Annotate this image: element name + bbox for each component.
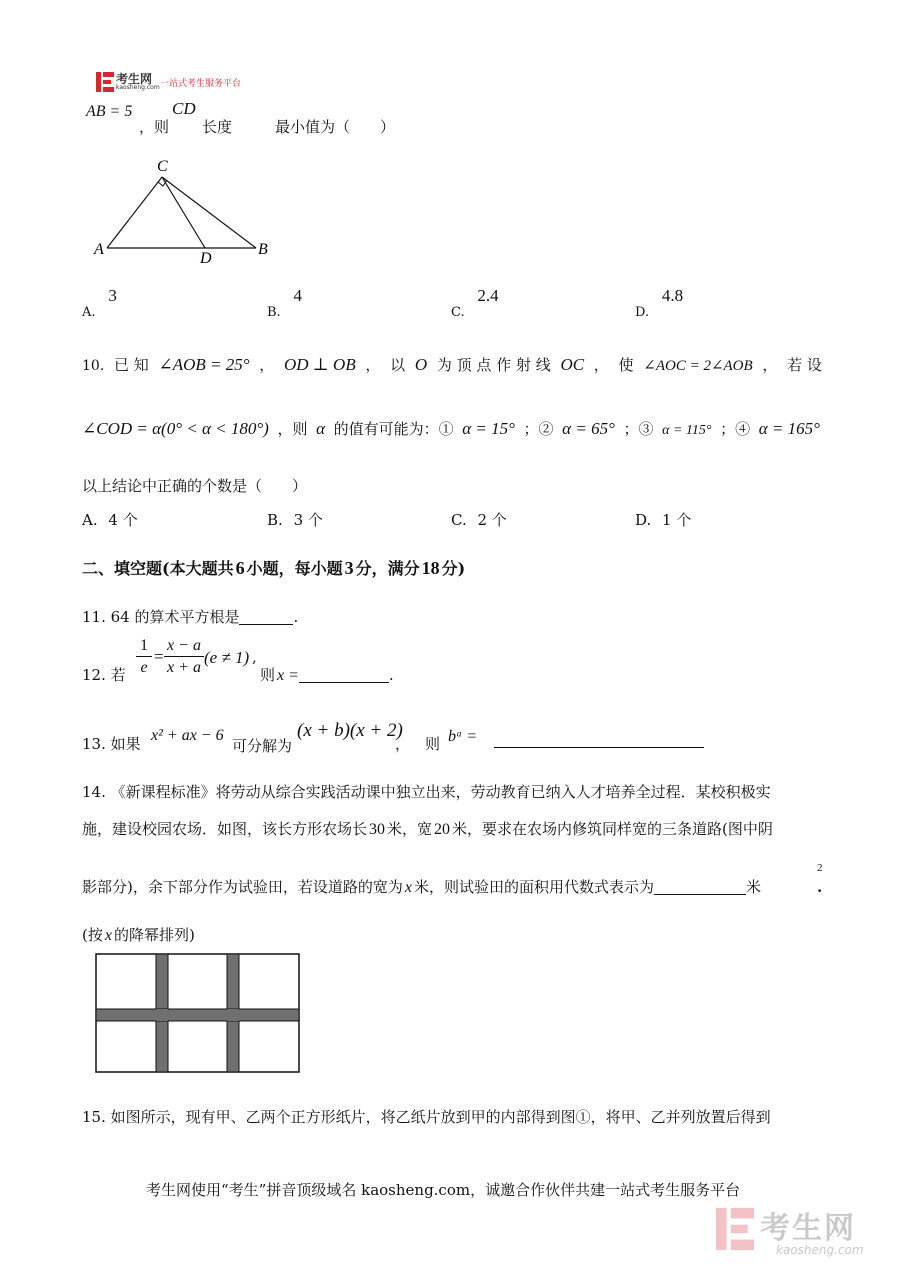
q10-l1-t5: 以 bbox=[390, 356, 406, 374]
q10-l2-m2: α bbox=[316, 419, 325, 438]
q14-width: 20 bbox=[434, 821, 451, 838]
q11 bbox=[82, 606, 298, 627]
q9-triangle-figure bbox=[90, 155, 280, 270]
q10-l1-t7: 为 顶 点 作 射 线 bbox=[436, 356, 551, 374]
q10-l1-m1: ∠AOB = 25° bbox=[158, 355, 250, 374]
q10-l1-m11: ∠AOC = 2∠AOB bbox=[643, 358, 753, 374]
footer-watermark bbox=[716, 1203, 876, 1259]
label-c: C bbox=[157, 158, 168, 175]
segment-cd bbox=[162, 177, 205, 248]
logo-text: 考生网 bbox=[116, 72, 153, 86]
section2-heading bbox=[82, 556, 465, 579]
q13-expr: bᵃ = bbox=[448, 728, 478, 745]
logo-tagline: 一站式考生服务平台 bbox=[160, 79, 242, 89]
section2-n2: 3 bbox=[344, 558, 354, 578]
q9-ze: ，则 bbox=[139, 118, 170, 136]
q13-poly: x² + ax − 6 bbox=[151, 727, 224, 744]
q12-frac1-num: 1 bbox=[136, 636, 152, 657]
road-horizontal bbox=[96, 1009, 299, 1021]
q13-factors: (x + b)(x + 2) bbox=[297, 720, 403, 741]
q12-comma: , bbox=[252, 648, 257, 666]
section2-title-d: 分) bbox=[441, 559, 466, 578]
q13-prefix: 13. 如果 bbox=[82, 735, 141, 753]
q10-option-d-label: D. bbox=[635, 511, 652, 529]
q11-text: 11. 64 的算术平方根是 bbox=[82, 608, 240, 626]
q10-option-d-value: 1 个 bbox=[662, 511, 692, 529]
road-junction-left bbox=[156, 1009, 168, 1021]
q13-then: 则 bbox=[425, 735, 441, 753]
q10-l1-t10: 使 bbox=[618, 356, 634, 374]
q10-l1-t12: ， bbox=[762, 356, 778, 374]
q9-min: 最小值为（ ） bbox=[275, 118, 396, 136]
q14-unit: 米 bbox=[745, 878, 761, 896]
q9-option-c-label: C. bbox=[451, 305, 465, 320]
q12-prefix: 12. 若 bbox=[82, 666, 126, 684]
q12-end: . bbox=[388, 666, 394, 684]
q14-length: 30 bbox=[369, 821, 386, 838]
q14-line3-b: 米，则试验田的面积用代数式表示为 bbox=[413, 878, 654, 896]
q10-line1 bbox=[82, 354, 822, 375]
q14-line2-b: 米，宽 bbox=[387, 820, 433, 838]
q9-option-d-label: D. bbox=[635, 305, 650, 320]
q10-l1-t0: 已 知 bbox=[113, 356, 149, 374]
q9-option-b-value: 4 bbox=[293, 286, 302, 305]
label-a: A bbox=[94, 241, 104, 258]
q10-l2-m4: α = 15° bbox=[462, 419, 515, 438]
q10-l2-m8: α = 115° bbox=[662, 423, 712, 438]
q10-option-b bbox=[267, 509, 323, 530]
q12-eq: = bbox=[154, 647, 164, 666]
q10-line3: 以上结论中正确的个数是（ ） bbox=[82, 477, 308, 495]
q10-l1-m3: OD ⊥ OB bbox=[284, 355, 356, 374]
watermark-sub: kaosheng.com bbox=[776, 1243, 864, 1257]
q12-frac1-den: e bbox=[140, 659, 148, 676]
q10-l1-t4: ， bbox=[365, 356, 381, 374]
q14-line4-b: 的降幂排列) bbox=[113, 926, 195, 944]
q11-answer-blank[interactable] bbox=[239, 610, 293, 625]
q12-frac2-den: x + a bbox=[167, 659, 201, 676]
q12-frac1 bbox=[136, 636, 152, 679]
q10-l1-m8: OC bbox=[560, 355, 585, 374]
road-junction-right bbox=[227, 1009, 239, 1021]
q10-l1-m6: O bbox=[414, 355, 428, 374]
q14-line3-a: 影部分)，余下部分作为试验田，若设道路的宽为 bbox=[82, 878, 403, 896]
section2-n1: 6 bbox=[235, 558, 245, 578]
q14-answer-blank[interactable] bbox=[654, 880, 746, 895]
q10-option-b-label: B. bbox=[267, 511, 283, 529]
kaosheng-logo-icon bbox=[96, 72, 114, 92]
q12-frac2 bbox=[164, 636, 204, 679]
q9-option-c-value: 2.4 bbox=[477, 286, 499, 305]
section2-title-b: 小题，每小题 bbox=[246, 559, 343, 578]
q14-line4 bbox=[82, 924, 195, 945]
q14-line2-a: 施，建设校园农场．如图，该长方形农场长 bbox=[82, 820, 368, 838]
q10-option-c-label: C. bbox=[451, 511, 467, 529]
q14-sup: 2 bbox=[817, 862, 823, 874]
side-ca bbox=[107, 177, 162, 248]
section2-title-a: 二、填空题(本大题共 bbox=[82, 559, 234, 578]
q10-option-a-value: 4 个 bbox=[108, 511, 138, 529]
q12-then: 则 bbox=[260, 666, 276, 684]
q10-l1-t13: 若 设 bbox=[787, 356, 822, 374]
q10-line2 bbox=[82, 418, 820, 439]
q9-option-c bbox=[451, 286, 499, 320]
q12-frac2-num: x − a bbox=[164, 636, 204, 657]
q10-l2-t3: 的值有可能为：① bbox=[333, 420, 454, 438]
q14-line4-a: (按 bbox=[82, 926, 103, 944]
q10-option-c bbox=[451, 509, 507, 530]
q12-answer-blank[interactable] bbox=[299, 668, 389, 683]
q9-ab: AB = 5 bbox=[86, 103, 133, 120]
q10-option-a bbox=[82, 509, 138, 530]
q10-l2-t1: ，则 bbox=[277, 420, 308, 438]
logo-sub: kaosheng.com bbox=[116, 84, 160, 91]
q10-l2-t5: ；② bbox=[523, 420, 554, 438]
watermark-text: 考生网 bbox=[760, 1211, 856, 1246]
q9-option-a-label: A. bbox=[82, 305, 96, 320]
q10-l2-t7: ；③ bbox=[623, 420, 654, 438]
q10-l1-t2: ， bbox=[259, 356, 275, 374]
q9-option-b-label: B. bbox=[267, 305, 281, 320]
q10-l2-m10: α = 165° bbox=[758, 419, 820, 438]
q9-option-a bbox=[82, 286, 117, 320]
q10-num: 10. bbox=[82, 358, 105, 374]
q9-option-d bbox=[635, 286, 684, 320]
q14-line2-c: 米，要求在农场内修筑同样宽的三条道路(图中阴 bbox=[452, 820, 773, 838]
label-b: B bbox=[258, 241, 268, 258]
q10-option-b-value: 3 个 bbox=[293, 511, 323, 529]
q9-tail-line bbox=[86, 102, 132, 121]
side-cb bbox=[162, 177, 256, 248]
q12-tail bbox=[260, 664, 394, 685]
q10-l2-t9: ；④ bbox=[720, 420, 751, 438]
q10-option-c-value: 2 个 bbox=[477, 511, 507, 529]
q10-l2-m6: α = 65° bbox=[562, 419, 615, 438]
q9-option-d-value: 4.8 bbox=[661, 286, 684, 305]
q14-line3 bbox=[82, 876, 761, 897]
q15-line1: 15. 如图所示，现有甲、乙两个正方形纸片，将乙纸片放到甲的内部得到图①，将甲、乙并列放置后得到 bbox=[82, 1108, 771, 1126]
label-d: D bbox=[200, 250, 212, 267]
q9-option-b bbox=[267, 286, 302, 320]
q12-x-eq: x = bbox=[277, 667, 299, 684]
watermark-logo-icon bbox=[716, 1205, 754, 1253]
section2-title-c: 分，满分 bbox=[355, 559, 420, 578]
q14-var: x bbox=[404, 879, 412, 896]
q10-option-a-label: A. bbox=[82, 511, 98, 529]
q10-option-d bbox=[635, 509, 691, 530]
q14-dot: . bbox=[817, 878, 823, 896]
section2-n3: 18 bbox=[421, 558, 440, 578]
q14-farm-figure bbox=[95, 953, 301, 1074]
q14-line1: 14. 《新课程标准》将劳动从综合实践活动课中独立出来，劳动教育已纳入人才培养全过程．某校积极实 bbox=[82, 783, 771, 801]
q10-l2-m0: ∠COD = α(0° < α < 180°) bbox=[82, 419, 269, 438]
q9-len: 长度 bbox=[202, 118, 233, 136]
q9-cd: CD bbox=[172, 99, 196, 118]
q13-mid: 可分解为 bbox=[232, 737, 293, 755]
q13-comma: ， bbox=[395, 735, 411, 753]
q9-option-a-value: 3 bbox=[108, 286, 117, 305]
q14-line2 bbox=[82, 818, 773, 839]
q11-end: . bbox=[293, 608, 299, 626]
q10-l1-t9: ， bbox=[593, 356, 609, 374]
footer-text: 考生网使用“考生”拼音顶级域名 kaosheng.com，诚邀合作伙伴共建一站式考生服务平台 bbox=[146, 1181, 741, 1199]
q14-line4-var: x bbox=[104, 927, 112, 944]
q12-cond: (e ≠ 1) bbox=[204, 648, 250, 667]
q13-answer-blank[interactable] bbox=[494, 733, 704, 748]
